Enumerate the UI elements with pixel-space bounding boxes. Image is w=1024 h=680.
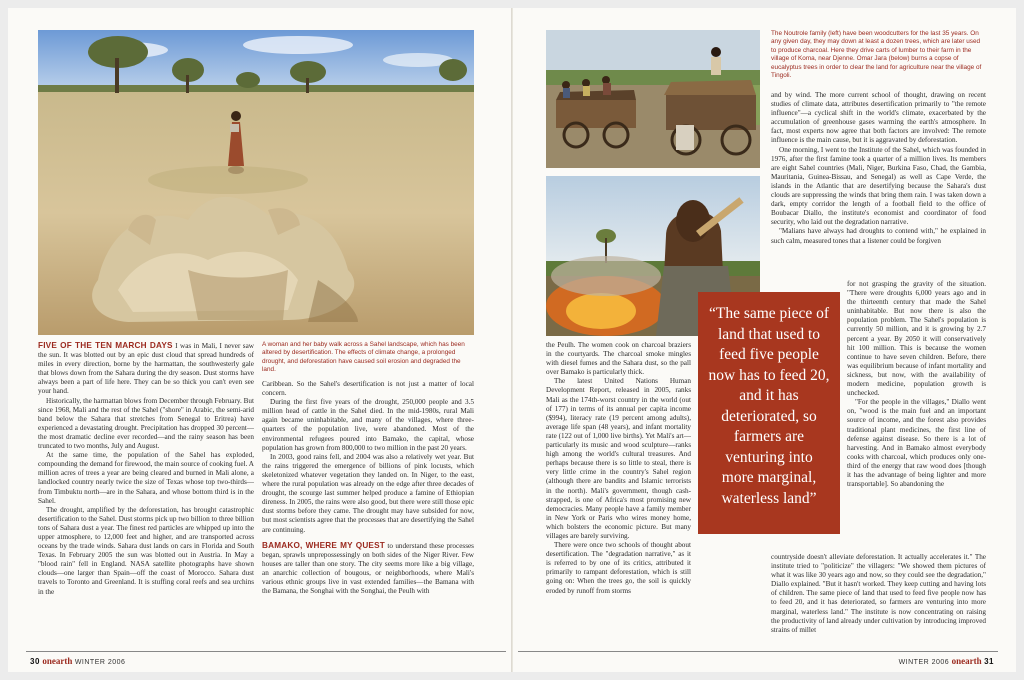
- photo-caption: A woman and her baby walk across a Sahel landscape, which has been altered by desertification. The effects of climate change, a prolonged drought, and deforestation have caused soil erosion and degraded the land.: [262, 341, 465, 374]
- right-column-2: [771, 91, 986, 279]
- photo-caption: The Noutrole family (left) have been woodcutters for the last 35 years. On any given day, they may down at least a dozen trees, which are later used to produce charcoal. Here they drive carts of lumber to their farm in the village of Koma, near Djenne. Omar Jara (below) burns a copse of eucalyptus trees in order to clear the land for agriculture near the village of Tingoli.: [771, 30, 982, 80]
- paragraph: In 2003, good rains fell, and 2004 was also a relatively wet year. But the rains triggered the emergence of billions of pink locusts, which skeletonized whatever vegetation they landed on. In Niger, to the east, where the rural population was already on the edge after three decades of drought, the scourge last summer helped produce a famine of Ethiopian direness. In 2005, the rains were also good, but there were still those epic dust storms before they came. The drought may have subsided for now, but most scientists agree that the processes that are desertifying the Sahel are continuing.: [262, 452, 474, 534]
- magazine-logo: onearth: [951, 656, 982, 666]
- paragraph: to understand these processes began, sprawls unprepossessingly on both sides of the Niger River. Few houses are taller than one story. The city seems more like a big village, an anarchic collection of bougous, or neighborhoods, where Mali's various ethnic groups live in vast extended families—the Bamana with the Bamana, the Songhai with the Songhai, the Peulh with: [262, 541, 474, 596]
- page-number: 30: [30, 657, 40, 666]
- paragraph: There were once two schools of thought about desertification. The "degradation narrative," as it is referred to by one of its critics, attributed it primarily to rampant deforestation, which is still going on: When the trees go, the soil is quickly eroded by runoff from storms: [546, 541, 691, 595]
- sahel-landscape-photo: [38, 30, 474, 335]
- footer-rule: [518, 651, 998, 652]
- paragraph: countryside doesn't alleviate deforestation. It actually accelerates it." The institute tried to "politicize" the villagers: "We showed them pictures of what it was like 30 years ago and now, so they could see the degradation," Diallo explained. "But it hasn't worked. They keep cutting and having lots of children. The same piece of land that used to feed five people now has to feed 20, and it has deteriorated, so farmers are venturing into more marginal, waterless land." The institute is now concentrating on raising the productivity of land already under cultivation by introducing improved strains of millet: [771, 553, 986, 634]
- paragraph: The drought, amplified by the deforestation, has brought catastrophic desertification to the Sahel. Dust storms pick up two billion to three billion tons of Sahara dust a year. The finest red particles are whipped up into the upper atmosphere, to 12,000 feet and higher, and are transported across oceans by the trade winds. Sahara dust lands on cars in Florida and South Texas. In February 2005 the sun was blotted out in Austria. In May a "blood rain" fell in England. NASA satellite photographs have shown clouds—one larger than Spain—off the coast of Morocco. Sahara dust travels to Toronto and Greenland. It is stuffing coral reefs and sea urchins in the: [38, 505, 254, 596]
- paragraph: During the first five years of the drought, 250,000 people and 3.5 million head of cattle in the Sahel died. In the mid-1980s, rural Mali again became uninhabitable, and many of the villages, where three-quarters of the population live, were abandoned. Most of the environmental refugees poured into Bamako, the capital, whose population has grown from 800,000 to two million in the past 20 years.: [262, 398, 474, 452]
- left-page: [8, 8, 511, 672]
- page-number: 31: [984, 657, 994, 666]
- lead-heading: FIVE OF THE TEN MARCH DAYS: [38, 341, 173, 350]
- right-column-1: [546, 341, 691, 641]
- paragraph: Historically, the harmattan blows from December through February. But since 1968, Mali and the rest of the Sahel ("shore" in Arabic, the semi-arid band below the Sahara that stretches from Senegal to Eritrea) have experienced a devastating drought. Precipitation has dropped 30 percent—the most dramatic decline ever recorded—and the rainy season has been truncated to two months, July and August.: [38, 396, 254, 451]
- right-column-2-narrow: [847, 280, 986, 552]
- right-column-2-bottom: [771, 553, 986, 642]
- issue-date: WINTER 2006: [74, 659, 126, 666]
- paragraph: I was in Mali, I never saw the sun. It was blotted out by an epic dust cloud that spread hundreds of miles in every direction, borne by the harmattan, the southwesterly gale that blows down from the Sahara during the dry season. Dust storms have always been a part of life here. They can be so thick you can't even see your hand.: [38, 342, 254, 396]
- left-column-2: [262, 380, 474, 642]
- woodcutters-carts-photo: [546, 30, 760, 168]
- paragraph: Caribbean. So the Sahel's desertification is not just a matter of local concern.: [262, 380, 474, 398]
- left-column-1: [38, 341, 254, 641]
- paragraph: At the same time, the population of the Sahel has exploded, compounding the demand for firewood, the main source of cooking fuel. A million acres of trees a year are being cleared and burned in Mali alone, a landlocked country nearly twice the size of Texas whose top two-thirds—from Timbuktu north—are in the Sahara, and whose bottom third is in the Sahel.: [38, 451, 254, 505]
- right-page: [513, 8, 1016, 672]
- paragraph: "Malians have always had droughts to contend with," he explained in such calm, measured tones that a listener could be forgiven: [771, 227, 986, 245]
- magazine-logo: onearth: [42, 656, 73, 666]
- footer-rule: [26, 651, 506, 652]
- paragraph: The latest United Nations Human Development Report, released in 2005, ranks Mali as the 174th-worst country in the world (out of 177) in terms of its annual per capita income ($994), literacy rate (19 percent among adults), average life span (48 years), and infant mortality rate (122 out of 1,000 live births). Yet Mali's art—particularly its music and wood sculpture—ranks high among the world's cultural treasures. And perhaps because there is so little to steal, there is very little crime in the country's Sahel region (although there are bandits and Islamic terrorists in the north). Mali's government, though cash-strapped, is one of Africa's most promising new democracies. Many people have a family member in New York or Paris who wires money home, which bolsters the economic picture. But many villages are barely surviving.: [546, 377, 691, 540]
- left-footer: [30, 656, 125, 666]
- issue-date: WINTER 2006: [898, 659, 950, 666]
- magazine-spread: [8, 8, 1016, 672]
- paragraph: and by wind. The more current school of thought, drawing on recent studies of climate data, attributes desertification primarily to "the remote influence"—a cyclical shift in the world's climate, exacerbated by the accumulation of greenhouse gases warming the earth's atmosphere. In fact, most experts now agree that both factors are involved: The remote influence is the main cause, but it is aggravated by deforestation.: [771, 91, 986, 145]
- right-footer: [899, 656, 994, 666]
- paragraph: for not grasping the gravity of the situation. "There were droughts 6,000 years ago and in the thirteenth century that made the Sahel uninhabitable. But now there is also the population problem. The Sahel's population is currently 50 million, and it is growing by 2.7 percent a year. By 2050 it will conservatively hit 100 million. This is because the women continue to have seven children. Before, there was equilibrium because of infant mortality and sickness, but now, with the availability of modern medicine, population growth is unchecked.: [847, 280, 986, 398]
- paragraph: "For the people in the villages," Diallo went on, "wood is the main fuel and an important source of income, and the forest also provides traditional plant medicines, the first line of defense against disease. So there is a lot of harvesting. And in Bamako almost everybody cooks with charcoal, which produces only one-third of the energy that raw wood does [though it has the advantage of being lighter and more transportable]. So abandoning the: [847, 398, 986, 489]
- paragraph: the Peulh. The women cook on charcoal braziers in the courtyards. The charcoal smoke mingles with diesel fumes and the Sahara dust, so the pall over Bamako is particularly thick.: [546, 341, 691, 377]
- pull-quote: “The same piece of land that used to feed five people now has to feed 20, and it has deteriorated, so farmers are venturing into more marginal, waterless land”: [698, 292, 840, 534]
- section-heading: BAMAKO, WHERE MY QUEST: [262, 540, 385, 550]
- paragraph: One morning, I went to the Institute of the Sahel, which was founded in 1976, after the first famine took a quarter of a million lives. Its members are eight Sahel countries (Mali, Niger, Burkina Faso, Chad, the Gambia, Mauritania, Guinea-Bissau, and Senegal) as well as Cape Verde, the islands in the Atlantic that are desertifying because the Sahara's dust clouds are suppressing the winds that bring them rain. I was taken down a dark, empty corridor the length of a football field to the office of Boubacar Diallo, the institute's economist and coordinator of food security, who laid out the degradation narrative.: [771, 145, 986, 227]
